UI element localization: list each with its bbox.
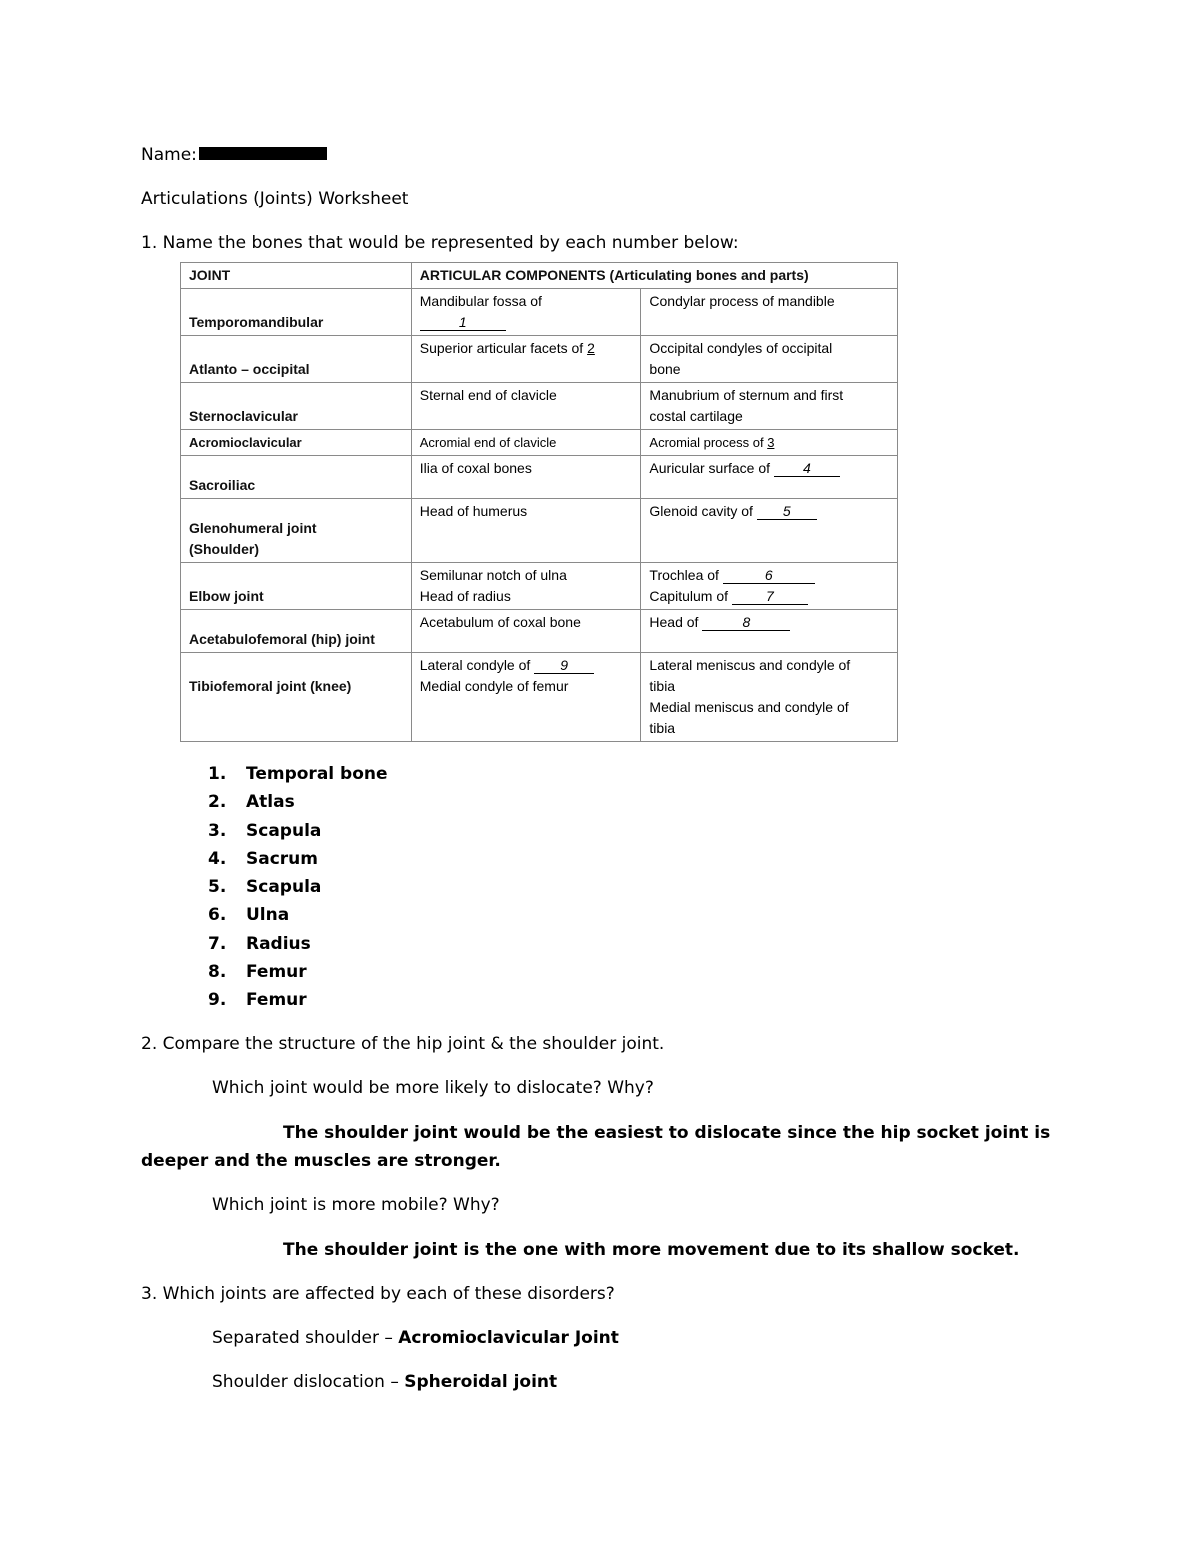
q2-answer1-line2: deeper and the muscles are stronger.	[141, 1151, 501, 1171]
joint-name: Elbow joint	[181, 563, 412, 610]
joint-name: Tibiofemoral joint (knee)	[181, 653, 412, 742]
list-item: 5. Scapula	[208, 877, 322, 898]
list-item: 4. Sacrum	[208, 848, 318, 869]
joint-name: Sacroiliac	[181, 456, 412, 499]
list-item: 6. Ulna	[208, 905, 290, 926]
list-item: 2. Atlas	[208, 792, 295, 813]
blank-3: 3	[767, 435, 775, 450]
blank-4: 4	[774, 460, 840, 477]
component-b: Acromial process of 3	[641, 430, 898, 456]
component-a: Mandibular fossa of 1	[411, 289, 641, 336]
list-item: 1. Temporal bone	[208, 764, 388, 784]
component-b: Condylar process of mandible	[641, 289, 898, 336]
list-item: 8. Femur	[208, 962, 307, 983]
header-joint: JOINT	[181, 263, 412, 289]
header-components: ARTICULAR COMPONENTS (Articulating bones and parts)	[411, 263, 897, 289]
joint-name: Sternoclavicular	[181, 383, 412, 430]
table-row	[181, 336, 898, 383]
table-row	[181, 653, 898, 742]
component-a: Acetabulum of coxal bone	[411, 610, 641, 653]
table-row	[181, 563, 898, 610]
table-row	[181, 430, 898, 456]
list-item: 7. Radius	[208, 933, 311, 954]
component-b: Occipital condyles of occipital bone	[641, 336, 898, 383]
name-line	[141, 145, 327, 165]
q2-answer2: The shoulder joint is the one with more movement due to its shallow socket.	[283, 1240, 1020, 1260]
blank-9: 9	[534, 657, 594, 674]
table-row	[181, 456, 898, 499]
answers-list	[208, 760, 388, 1015]
joint-name: Temporomandibular	[181, 289, 412, 336]
component-a: Superior articular facets of 2	[411, 336, 641, 383]
blank-6: 6	[723, 567, 815, 584]
list-item: 9. Femur	[208, 990, 307, 1011]
component-a: Ilia of coxal bones	[411, 456, 641, 499]
component-a: Lateral condyle of 9 Medial condyle of femur	[411, 653, 641, 742]
worksheet-title: Articulations (Joints) Worksheet	[141, 189, 409, 209]
component-b: Trochlea of 6 Capitulum of 7	[641, 563, 898, 610]
component-b: Head of 8	[641, 610, 898, 653]
component-b: Glenoid cavity of 5	[641, 499, 898, 563]
blank-7: 7	[732, 588, 808, 605]
component-a: Head of humerus	[411, 499, 641, 563]
q2-answer1-line1: The shoulder joint would be the easiest to dislocate since the hip socket joint is	[283, 1123, 1051, 1143]
blank-8: 8	[702, 614, 790, 631]
joint-name: Acromioclavicular	[181, 430, 412, 456]
q1-prompt: 1. Name the bones that would be represented by each number below:	[141, 233, 739, 253]
component-b: Manubrium of sternum and first costal cartilage	[641, 383, 898, 430]
table-row	[181, 289, 898, 336]
joint-name: Acetabulofemoral (hip) joint	[181, 610, 412, 653]
redacted-name	[199, 147, 327, 160]
blank-5: 5	[757, 503, 817, 520]
q2-sub1: Which joint would be more likely to dislocate? Why?	[212, 1078, 654, 1098]
joint-name: Atlanto – occipital	[181, 336, 412, 383]
joint-name: Glenohumeral joint (Shoulder)	[181, 499, 412, 563]
component-b: Lateral meniscus and condyle of tibia Medial meniscus and condyle of tibia	[641, 653, 898, 742]
component-b: Auricular surface of 4	[641, 456, 898, 499]
component-a: Acromial end of clavicle	[411, 430, 641, 456]
table-row	[181, 610, 898, 653]
q2-sub2: Which joint is more mobile? Why?	[212, 1195, 500, 1215]
name-label: Name:	[141, 145, 197, 165]
table-header-row	[181, 263, 898, 289]
component-a: Sternal end of clavicle	[411, 383, 641, 430]
table-row	[181, 499, 898, 563]
component-a: Semilunar notch of ulna Head of radius	[411, 563, 641, 610]
blank-1: 1	[420, 314, 506, 331]
q3-item-separated: Separated shoulder – Acromioclavicular Joint	[212, 1328, 619, 1348]
q3-prompt: 3. Which joints are affected by each of these disorders?	[141, 1284, 615, 1304]
joints-table	[180, 262, 898, 742]
q3-item-dislocation: Shoulder dislocation – Spheroidal joint	[212, 1372, 558, 1392]
table-row	[181, 383, 898, 430]
list-item: 3. Scapula	[208, 820, 322, 841]
q2-prompt: 2. Compare the structure of the hip joint & the shoulder joint.	[141, 1034, 665, 1054]
blank-2: 2	[587, 340, 595, 356]
